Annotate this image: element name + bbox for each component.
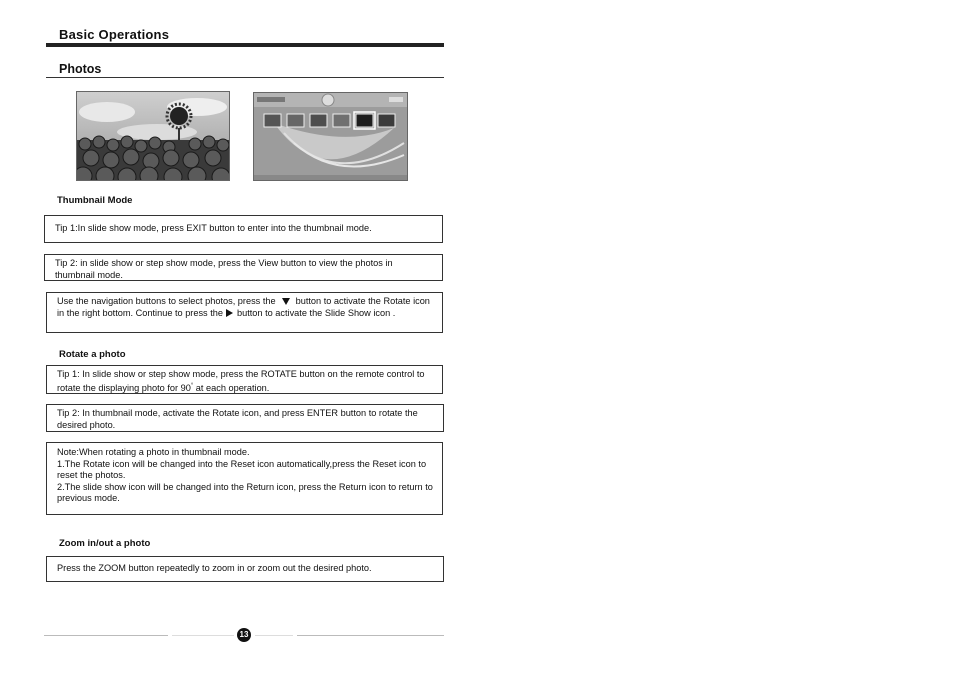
right-arrow-icon [226,309,233,317]
tip-text: Tip 1: In slide show or step show mode, press the ROTATE button on the remote control to rotate the displaying photo for 90 [57,369,425,393]
note-line: 2.The slide show icon will be changed into the Return icon, press the Return icon to return to previous mode. [57,481,433,503]
nav-text: Use the navigation buttons to select photos, press the [57,296,276,306]
zoom-heading: Zoom in/out a photo [59,538,151,549]
tip-box [46,365,443,394]
nav-text: button to activate the Rotate icon in the right bottom. Continue to press the [57,296,430,318]
degree-sign: ° [190,382,194,389]
tip-text: Tip 2: in slide show or step show mode, press the View button to view the photos in thumbnail mode. [55,258,393,280]
title-divider [46,43,444,47]
footer-line-right-inner [255,635,293,636]
nav-text: button to activate the Slide Show icon . [236,307,396,318]
tip-text: Tip 2: In thumbnail mode, activate the Rotate icon, and press ENTER button to rotate the desired photo. [57,408,418,430]
section-title: Photos [59,62,102,76]
rotate-heading: Rotate a photo [59,349,126,360]
down-arrow-icon [282,298,290,305]
footer-line-right [297,635,444,636]
page-title: Basic Operations [59,27,170,42]
tip-box [46,556,444,582]
note-line: 1.The Rotate icon will be changed into the Reset icon automatically,press the Reset icon to reset the photos. [57,458,427,480]
page-number-badge: 13 [237,628,251,642]
tip-box [46,404,444,432]
sunflower-photo [76,91,230,181]
footer-line-left-inner [172,635,234,636]
note-box [46,442,443,515]
thumbnail-mode-heading: Thumbnail Mode [57,195,133,206]
thumbnail-screen-photo [253,92,408,181]
section-divider [46,77,444,78]
note-line: Note:When rotating a photo in thumbnail mode. [57,447,250,457]
tip-text: Press the ZOOM button repeatedly to zoom in or zoom out the desired photo. [57,563,372,573]
tip-box [44,215,443,243]
navigation-instructions-box [46,292,443,333]
tip-box [44,254,443,281]
tip-text: at each operation. [193,382,270,393]
tip-text: Tip 1:In slide show mode, press EXIT button to enter into the thumbnail mode. [55,223,372,233]
footer-line-left [44,635,168,636]
